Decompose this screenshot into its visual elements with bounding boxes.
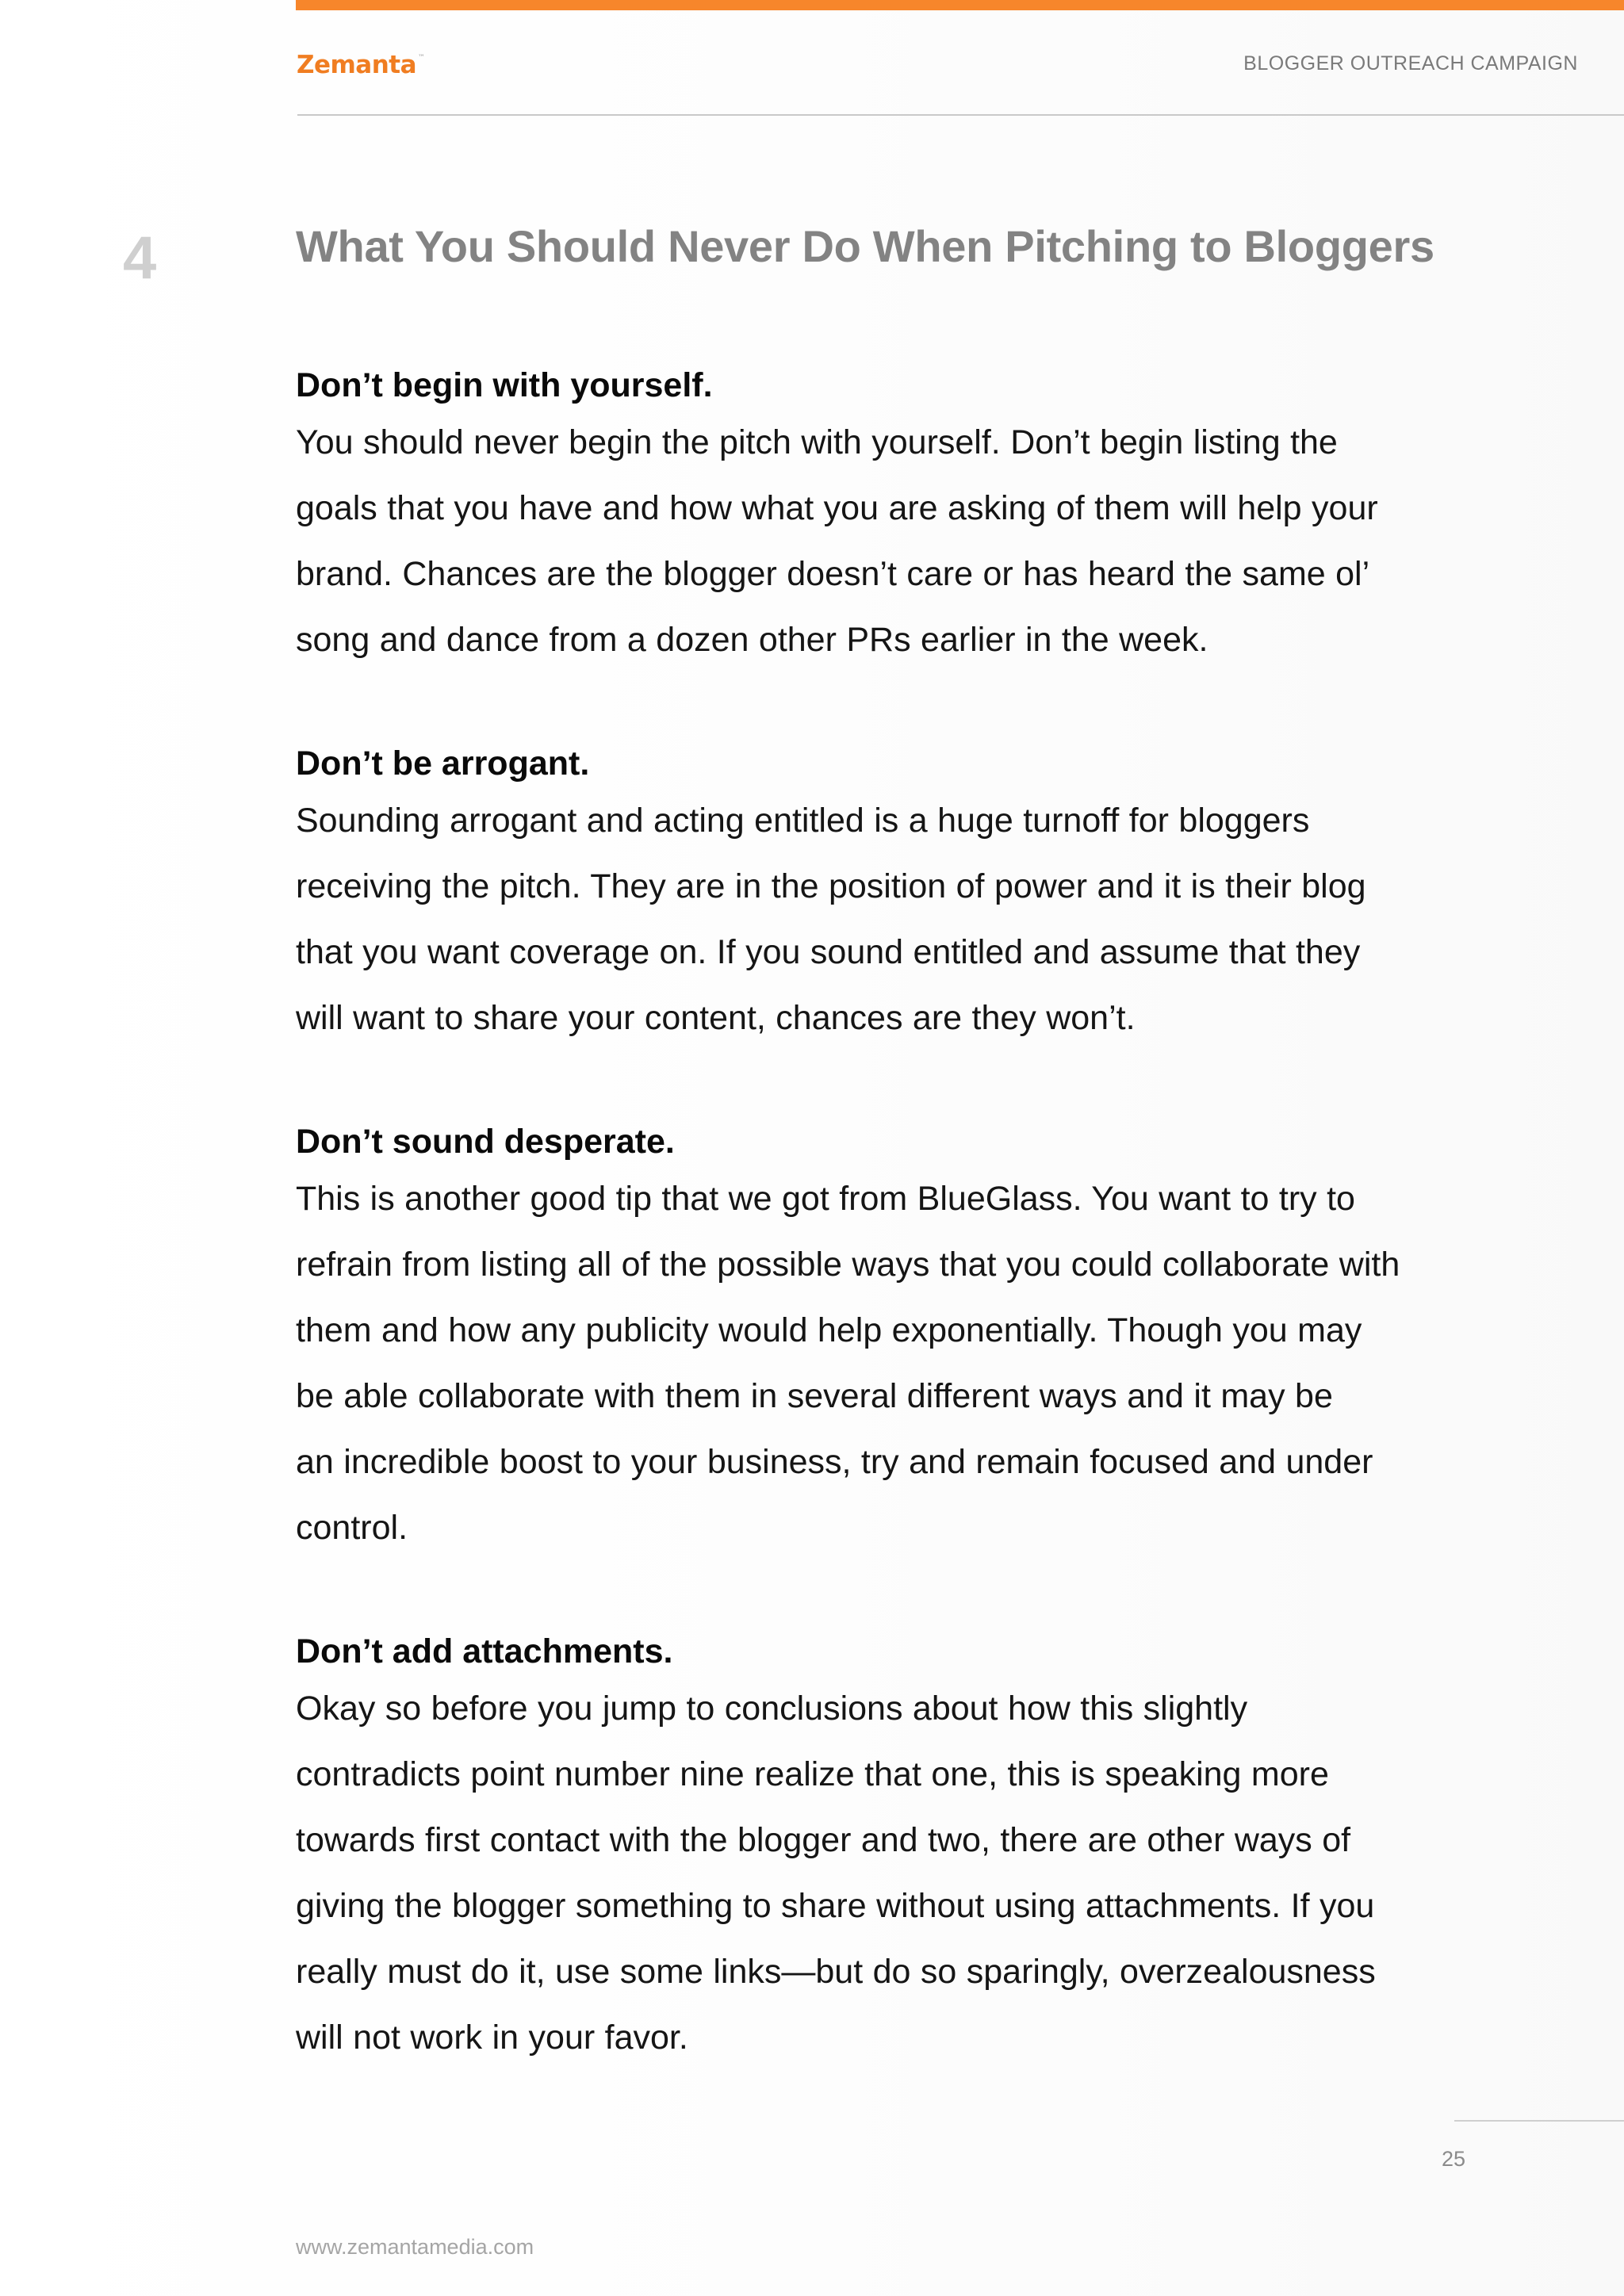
tip-line: song and dance from a dozen other PRs earlier in the week. — [296, 621, 1208, 659]
tip-block — [296, 361, 1533, 673]
tip-heading: Don’t be arrogant. — [296, 744, 590, 783]
tip-paragraph — [296, 1676, 1533, 2071]
tip-heading: Don’t add attachments. — [296, 1632, 673, 1670]
tip-paragraph — [296, 788, 1533, 1051]
footer-divider — [1454, 2120, 1624, 2122]
tip-line: be able collaborate with them in several different ways and it may be — [296, 1377, 1333, 1415]
tip-line: Sounding arrogant and acting entitled is a huge turnoff for bloggers — [296, 802, 1310, 840]
tip-line: will want to share your content, chances are they won’t. — [296, 999, 1136, 1037]
tip-line: them and how any publicity would help exponentially. Though you may — [296, 1311, 1362, 1349]
tip-heading: Don’t begin with yourself. — [296, 366, 713, 404]
tip-line: goals that you have and how what you are asking of them will help your — [296, 489, 1378, 527]
logo-text: Zemanta — [297, 51, 417, 79]
tip-paragraph — [296, 1166, 1533, 1561]
section-title: What You Should Never Do When Pitching to Bloggers — [296, 221, 1434, 271]
website-link[interactable]: www.zemantamedia.com — [296, 2235, 534, 2259]
tip-block — [296, 739, 1533, 1051]
tip-line: an incredible boost to your business, try and remain focused and under — [296, 1443, 1373, 1481]
tip-line: that you want coverage on. If you sound entitled and assume that they — [296, 933, 1361, 971]
article-content — [296, 361, 1533, 2137]
tip-line: control. — [296, 1509, 408, 1547]
header-divider — [297, 114, 1624, 116]
accent-top-bar — [296, 0, 1624, 10]
page-number: 25 — [1442, 2147, 1466, 2171]
tip-line: brand. Chances are the blogger doesn’t care or has heard the same ol’ — [296, 555, 1370, 593]
tip-line: This is another good tip that we got from BlueGlass. You want to try to — [296, 1180, 1355, 1218]
tip-line: really must do it, use some links—but do so sparingly, overzealousness — [296, 1953, 1376, 1991]
section-number: 4 — [123, 224, 157, 292]
tip-line: will not work in your favor. — [296, 2019, 688, 2057]
tip-line: You should never begin the pitch with yourself. Don’t begin listing the — [296, 423, 1338, 461]
zemanta-logo — [297, 51, 425, 79]
document-label: BLOGGER OUTREACH CAMPAIGN — [1243, 52, 1578, 75]
tip-line: contradicts point number nine realize that one, this is speaking more — [296, 1755, 1329, 1793]
tip-line: receiving the pitch. They are in the position of power and it is their blog — [296, 867, 1366, 905]
tip-block — [296, 1627, 1533, 2071]
tip-line: Okay so before you jump to conclusions about how this slightly — [296, 1689, 1248, 1728]
tip-line: towards first contact with the blogger and two, there are other ways of — [296, 1821, 1351, 1859]
tip-heading: Don’t sound desperate. — [296, 1123, 675, 1161]
tip-line: refrain from listing all of the possible ways that you could collaborate with — [296, 1246, 1400, 1284]
tip-line: giving the blogger something to share without using attachments. If you — [296, 1887, 1375, 1925]
logo-trademark: ™ — [418, 54, 425, 62]
tip-paragraph — [296, 410, 1533, 673]
tip-block — [296, 1117, 1533, 1561]
